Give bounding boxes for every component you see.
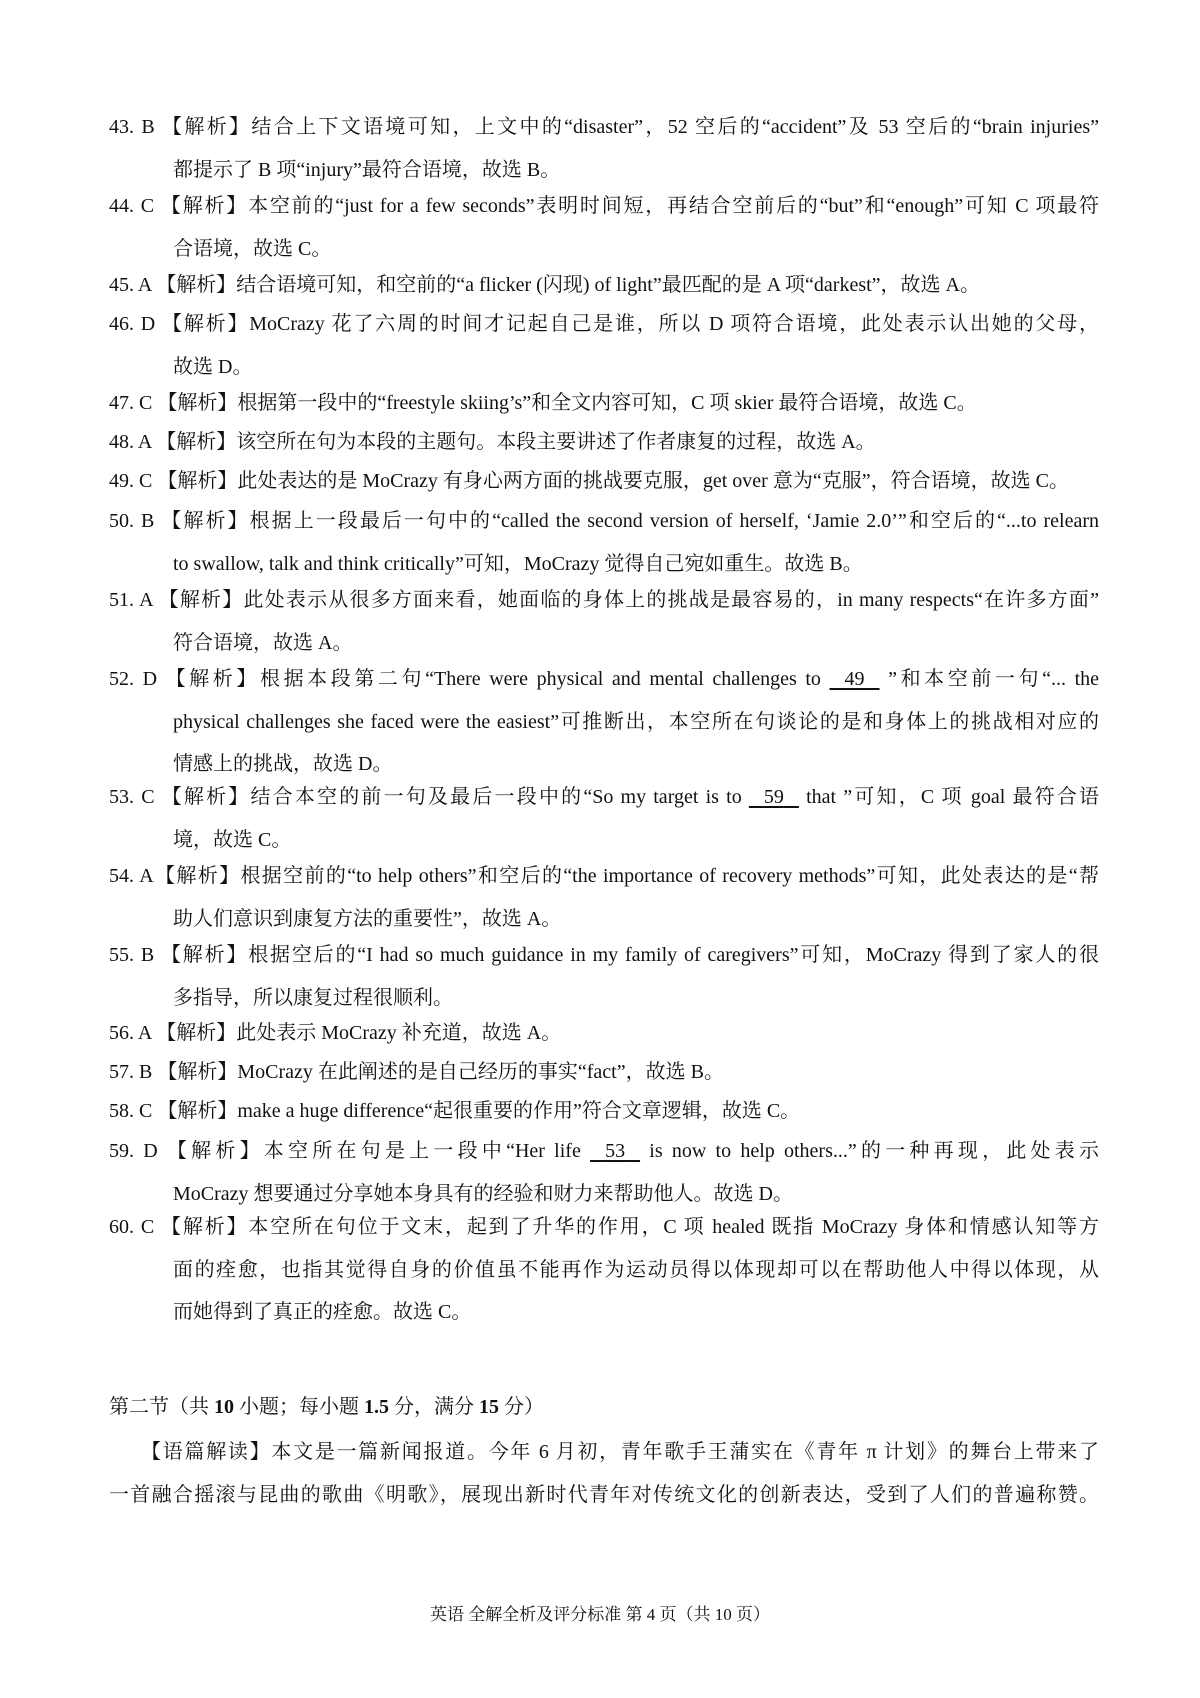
answer-text: that ”可知，C 项 goal 最符合语 [806,786,1100,808]
intro-line: 一首融合摇滚与昆曲的歌曲《明歌》，展现出新时代青年对传统文化的创新表达，受到了人们的普遍称赞。 [109,1483,1099,1506]
answer-item [109,106,1099,191]
answer-text: ”和本空前一句“... the [888,668,1100,690]
answer-line: 43. B 【解析】结合上下文语境可知，上文中的“disaster”，52 空后的“accident”及 53 空后的“brain injuries” [109,116,1099,138]
answer-text: 59. D 【解析】本空所在句是上一段中“Her life [109,1140,581,1162]
answer-line: 情感上的挑战，故选 D。 [173,753,393,775]
answer-item [109,1012,1099,1055]
intro-line: 【语篇解读】本文是一篇新闻报道。今年 6 月初，青年歌手王蒲实在《青年 π 计划》的舞台上带来了 [141,1441,1099,1463]
answer-text: 53. C 【解析】结合本空的前一句及最后一段中的“So my target is to [109,786,742,808]
answer-line: 面的痊愈，也指其觉得自身的价值虽不能再作为运动员得以体现却可以在帮助他人中得以体现，从 [173,1258,1099,1281]
answer-line: 故选 D。 [173,355,253,378]
answer-line: 都提示了 B 项“injury”最符合语境，故选 B。 [173,158,561,181]
blank-number: 49 [844,668,865,690]
answer-line: 54. A【解析】根据空前的“to help others”和空后的“the importance of recovery methods”可知，此处表达的是“帮 [109,865,1099,887]
answer-line: 47. C 【解析】根据第一段中的“freestyle skiing’s”和全文内容可知，C 项 skier 最符合语境，故选 C。 [109,392,977,414]
answer-line [109,658,1099,701]
answer-line: to swallow, talk and think critically”可知，MoCrazy 觉得自己宛如重生。故选 B。 [173,552,863,575]
answer-item [109,303,1099,388]
answer-line: 60. C 【解析】本空所在句位于文末，起到了升华的作用，C 项 healed 既指 MoCrazy 身体和情感认知等方 [109,1216,1099,1238]
answer-item [109,460,1099,503]
answer-line: 45. A 【解析】结合语境可知，和空前的“a flicker (闪现) of light”最匹配的是 A 项“darkest”，故选 A。 [109,274,980,296]
answer-item [109,1051,1099,1094]
answer-item [109,855,1099,940]
answer-item [109,1206,1099,1334]
answer-line: 44. C 【解析】本空前的“just for a few seconds”表明时间短，再结合空前后的“but”和“enough”可知 C 项最符 [109,195,1099,217]
answer-item [109,1130,1099,1215]
answer-item [109,1090,1099,1133]
answer-line: physical challenges she faced were the easiest”可推断出，本空所在句谈论的是和身体上的挑战相对应的 [173,710,1099,733]
answer-line: 50. B 【解析】根据上一段最后一句中的“called the second version of herself, ‘Jamie 2.0’”和空后的“...to relearn [109,510,1099,532]
answer-line: 57. B 【解析】MoCrazy 在此阐述的是自己经历的事实“fact”，故选 B。 [109,1061,724,1083]
answer-item [109,382,1099,425]
answer-line: 49. C 【解析】此处表达的是 MoCrazy 有身心两方面的挑战要克服，get over 意为“克服”，符合语境，故选 C。 [109,470,1069,492]
answer-line: 46. D 【解析】MoCrazy 花了六周的时间才记起自己是谁，所以 D 项符合语境，此处表示认出她的父母， [109,313,1099,335]
answer-text: is now to help others...”的一种再现，此处表示 [649,1140,1100,1162]
answer-line: 助人们意识到康复方法的重要性”，故选 A。 [173,907,562,930]
answer-item [109,264,1099,307]
answer-line [109,1130,1099,1173]
blank-number: 59 [763,786,784,808]
answer-line: 58. C 【解析】make a huge difference“起很重要的作用”符合文章逻辑，故选 C。 [109,1100,801,1122]
answer-item [109,776,1099,861]
answer-line: 56. A 【解析】此处表示 MoCrazy 补充道，故选 A。 [109,1022,562,1044]
page-footer: 英语 全解全析及评分标准 第 4 页（共 10 页） [430,1605,770,1624]
answer-line: 51. A 【解析】此处表示从很多方面来看，她面临的身体上的挑战是最容易的，in many respects“在许多方面” [109,589,1099,611]
answer-item [109,500,1099,585]
answer-line: 48. A 【解析】该空所在句为本段的主题句。本段主要讲述了作者康复的过程，故选 A。 [109,431,876,453]
answer-item [109,934,1099,1019]
answer-line: 符合语境，故选 A。 [173,631,353,654]
answer-line: 多指导，所以康复过程很顺利。 [173,986,453,1009]
answer-item [109,658,1099,786]
answer-text: 52. D 【解析】根据本段第二句“There were physical and mental challenges to [109,668,821,690]
answer-line: MoCrazy 想要通过分享她本身具有的经验和财力来帮助他人。故选 D。 [173,1182,793,1205]
blank-number: 53 [605,1140,626,1162]
answer-line: 境，故选 C。 [173,828,292,851]
answer-item [109,421,1099,464]
answer-item [109,579,1099,664]
section-2-heading: 第二节（共 10 小题；每小题 1.5 分，满分 15 分） [109,1396,544,1418]
answer-line: 而她得到了真正的痊愈。故选 C。 [173,1301,472,1323]
passage-intro [109,1431,1099,1516]
answer-line: 合语境，故选 C。 [173,237,332,260]
answer-line [109,776,1099,819]
answer-line: 55. B 【解析】根据空后的“I had so much guidance in my family of caregivers”可知，MoCrazy 得到了家人的很 [109,944,1099,966]
answer-item [109,185,1099,270]
